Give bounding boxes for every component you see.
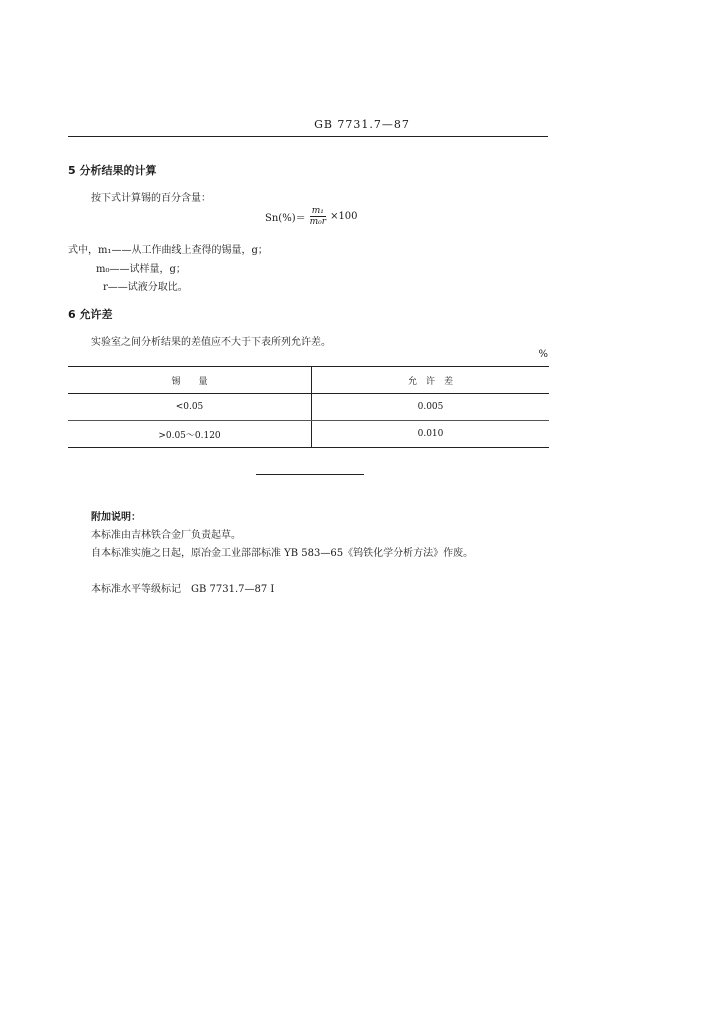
table-header-row (68, 367, 549, 394)
table-unit: % (538, 349, 548, 360)
table-cell: 0.005 (312, 394, 550, 421)
notes-line-2: 自本标准实施之日起，原冶金工业部部标准 YB 583—65《钨铁化学分析方法》作废。 (91, 548, 474, 559)
notes-title: 附加说明： (91, 512, 141, 523)
column-header-tin: 锡 量 (68, 367, 312, 394)
section-6-intro: 实验室之间分析结果的差值应不大于下表所列允许差。 (91, 337, 331, 348)
tolerance-table (68, 366, 549, 448)
where-line-1: 式中，m₁——从工作曲线上查得的锡量，g； (68, 245, 268, 256)
formula-numerator: m₁ (311, 206, 324, 216)
table-cell: 0.010 (312, 421, 550, 448)
tin-formula (265, 206, 358, 227)
column-header-tolerance: 允 许 差 (312, 367, 550, 394)
where-line-3: r——试液分取比。 (103, 282, 188, 293)
section-5-heading: 5 分析结果的计算 (68, 164, 157, 177)
end-rule (256, 474, 364, 475)
formula-fraction (308, 206, 328, 227)
standard-code-header: GB 7731.7—87 (314, 118, 410, 131)
section-5-intro: 按下式计算锡的百分含量： (91, 193, 211, 204)
table-row (68, 394, 549, 421)
section-6-heading: 6 允许差 (68, 308, 113, 321)
grade-mark: 本标准水平等级标记 GB 7731.7—87 Ⅰ (91, 584, 275, 595)
where-line-2: m₀——试样量，g； (96, 264, 186, 275)
formula-rhs: ×100 (330, 211, 358, 222)
table-cell: <0.05 (68, 394, 312, 421)
table-row (68, 421, 549, 448)
formula-denominator: m₀r (309, 217, 327, 227)
formula-lhs: Sn(%)＝ (265, 213, 306, 224)
notes-line-1: 本标准由吉林铁合金厂负责起草。 (91, 530, 241, 541)
table-cell: >0.05～0.120 (68, 421, 312, 448)
header-rule (68, 136, 548, 137)
